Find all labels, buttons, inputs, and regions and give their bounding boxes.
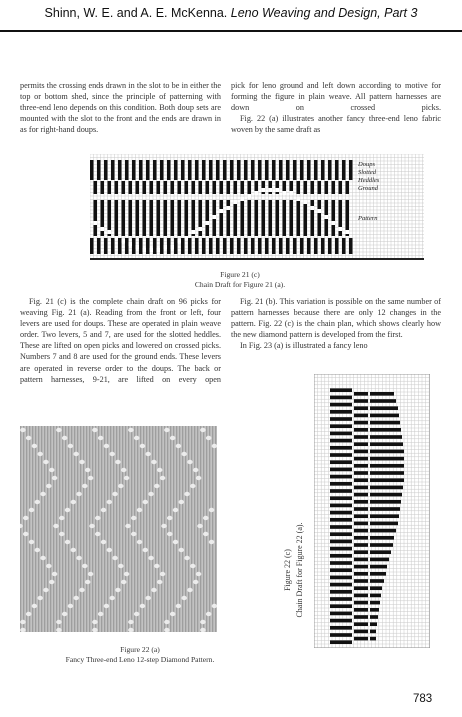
figure-22c-number: Figure 22 (c) [283,549,292,591]
figure-22c-chain-draft [314,374,430,648]
middle-left-column [20,296,221,385]
draft-label-slotted: Slotted [358,169,377,176]
middle-right-column [231,296,441,351]
top-left-paragraph: permits the crossing ends drawn in the slot to be in either the top or bottom shed, since the principle of patterning with three-end leno depends on this condition. Both doup sets are mounted with the slot to the front and the ends are drawn in as for right-hand doups. [20,81,221,135]
figure-21c-caption [140,270,340,289]
top-right-paragraph-2: Fig. 22 (a) illustrates another fancy three-end leno fabric woven by the same draft as [231,114,441,135]
top-right-paragraph-1: pick for leno ground and left down according to motive for forming the figure in plain weave. All pattern harnesses are down on crossed picks. [231,81,441,113]
draft-marks [90,160,353,254]
figure-22a-caption [20,645,260,664]
figure-22a-number: Figure 22 (a) [120,645,160,654]
figure-22a-caption-text: Fancy Three-end Leno 12-step Diamond Pattern. [65,654,215,664]
figure-22a-fabric-photo [20,426,217,632]
top-right-column [231,80,441,135]
header-authors: Shinn, W. E. and A. E. McKenna. [44,6,228,20]
draft-label-doups: Doups [358,161,375,168]
figure-21c-chain-draft [90,154,424,260]
page-number: 783 [413,693,433,705]
header-title: Leno Weaving and Design, Part 3 [230,6,418,20]
figure-22c-caption-text: Chain Draft for Figure 22 (a). [295,522,304,618]
middle-right-paragraph-1: Fig. 21 (b). This variation is possible on the same number of pattern harnesses because there are only 12 changes in the pattern. Fig. 22 (c) is the chain plan, which shows clearly how the new diamond pattern is developed from the first. [231,297,441,340]
middle-left-paragraph: Fig. 21 (c) is the complete chain draft on 96 picks for weaving Fig. 21 (a). Reading from the front or left, four levers are used for doups. These are operated in plain weave order. Two levers, 5 and 7, are used for the slotted heddles. These are lifted on open picks and lowered on crossed picks. Numbers 7 and 8 are used for the ground ends. These levers are operated in reverse order to the doups. The back or pattern harnesses, 9-21, are lifted on every open [20,297,221,384]
draft2-marks [330,388,404,644]
draft-base-rule [90,258,424,260]
figure-22c-caption [282,500,316,640]
figure-21c-caption-text: Chain Draft for Figure 21 (a). [194,279,286,289]
middle-right-paragraph-2: In Fig. 23 (a) is illustrated a fancy leno [240,341,368,351]
draft-label-heddles: Heddles [358,177,380,184]
draft-label-pattern: Pattern [358,215,378,222]
figure-21c-number: Figure 21 (c) [220,270,260,279]
header-rule [0,30,462,32]
top-left-column [20,80,221,135]
running-header [0,0,462,26]
draft-label-ground: Ground [358,185,378,192]
